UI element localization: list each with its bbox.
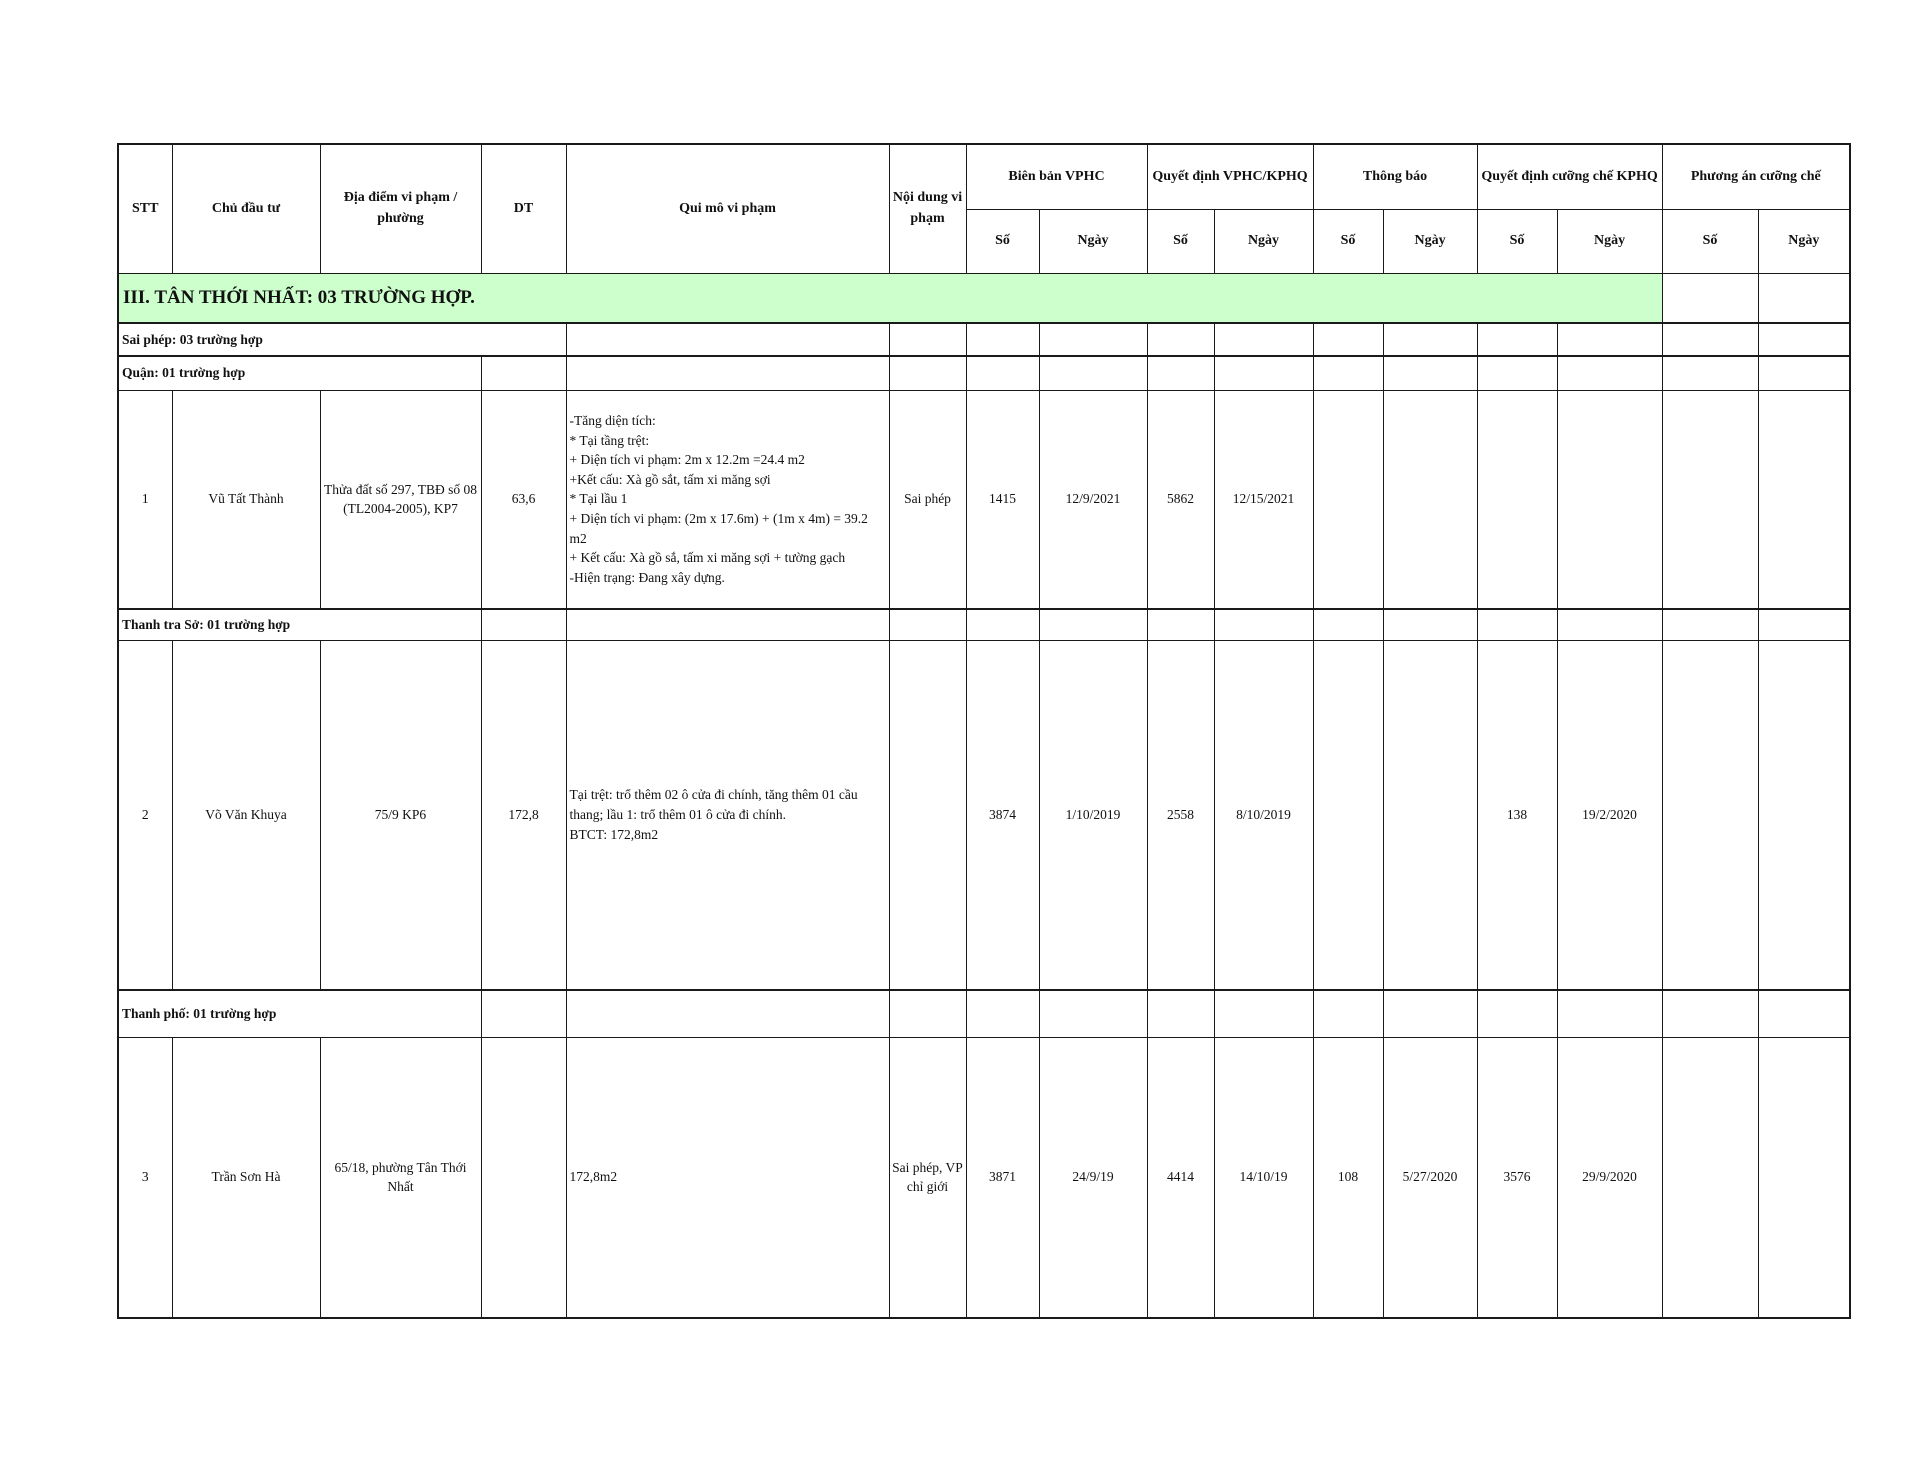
- row-bb-ngay: 1/10/2019: [1039, 640, 1147, 990]
- row-pa-ngay: [1758, 640, 1850, 990]
- section-row: [118, 273, 1850, 323]
- row-cc-so: 3576: [1477, 1037, 1557, 1318]
- row-qd-so: 2558: [1147, 640, 1214, 990]
- table-row: [118, 390, 1850, 609]
- row-dia-diem: 75/9 KP6: [320, 640, 481, 990]
- header-tb-ngay: Ngày: [1383, 209, 1477, 273]
- group-row-thanh-tra: [118, 609, 1850, 640]
- row-chu-dau-tu: Vũ Tất Thành: [172, 390, 320, 609]
- row-stt: 3: [118, 1037, 172, 1318]
- row-stt: 1: [118, 390, 172, 609]
- group-row-thanh-pho: [118, 990, 1850, 1037]
- row-bb-so: 3871: [966, 1037, 1039, 1318]
- row-dia-diem: Thửa đất số 297, TBĐ số 08 (TL2004-2005), KP7: [320, 390, 481, 609]
- row-bb-ngay: 12/9/2021: [1039, 390, 1147, 609]
- group-label-quan: Quận: 01 trường hợp: [118, 356, 481, 390]
- row-qd-so: 5862: [1147, 390, 1214, 609]
- row-tb-so: [1313, 390, 1383, 609]
- row-bb-so: 3874: [966, 640, 1039, 990]
- row-cc-ngay: 19/2/2020: [1557, 640, 1662, 990]
- row-chu-dau-tu: Võ Văn Khuya: [172, 640, 320, 990]
- header-qd-cuong-che: Quyết định cưỡng chế KPHQ: [1477, 144, 1662, 209]
- header-stt: STT: [118, 144, 172, 273]
- row-pa-so: [1662, 1037, 1758, 1318]
- row-qd-ngay: 8/10/2019: [1214, 640, 1313, 990]
- row-tb-so: 108: [1313, 1037, 1383, 1318]
- row-qui-mo: -Tăng diện tích: * Tại tầng trệt: + Diện tích vi phạm: 2m x 12.2m =24.4 m2 +Kết cấu: Xà gồ sắt, tấm xi măng sợi * Tại lầu 1 + Diện tích vi phạm: (2m x 17.6m) + (1m x 4m) = 39.2 m2 + Kết cấu: Xà gồ sắ, tấm xi măng sợi + tường gạch -Hiện trạng: Đang xây dựng.: [566, 390, 889, 609]
- row-pa-ngay: [1758, 1037, 1850, 1318]
- header-qd-ngay: Ngày: [1214, 209, 1313, 273]
- row-dt: 172,8: [481, 640, 566, 990]
- row-dia-diem: 65/18, phường Tân Thới Nhất: [320, 1037, 481, 1318]
- row-qui-mo: Tại trệt: trổ thêm 02 ô cửa đi chính, tăng thêm 01 cầu thang; lầu 1: trổ thêm 01 ô cửa đi chính. BTCT: 172,8m2: [566, 640, 889, 990]
- table-row: [118, 1037, 1850, 1318]
- row-noi-dung: [889, 640, 966, 990]
- header-chu-dau-tu: Chủ đầu tư: [172, 144, 320, 273]
- cell: [1662, 273, 1758, 323]
- header-dia-diem: Địa điểm vi phạm / phường: [320, 144, 481, 273]
- header-cc-so: Số: [1477, 209, 1557, 273]
- header-tb-so: Số: [1313, 209, 1383, 273]
- row-noi-dung: Sai phép, VP chỉ giới: [889, 1037, 966, 1318]
- header-noi-dung: Nội dung vi phạm: [889, 144, 966, 273]
- row-pa-ngay: [1758, 390, 1850, 609]
- section-title: III. TÂN THỚI NHẤT: 03 TRƯỜNG HỢP.: [118, 273, 1662, 323]
- header-bb-so: Số: [966, 209, 1039, 273]
- header-pa-so: Số: [1662, 209, 1758, 273]
- row-bb-so: 1415: [966, 390, 1039, 609]
- row-stt: 2: [118, 640, 172, 990]
- header-dt: DT: [481, 144, 566, 273]
- row-cc-so: 138: [1477, 640, 1557, 990]
- group-label-sai-phep: Sai phép: 03 trường hợp: [118, 323, 566, 356]
- header-cc-ngay: Ngày: [1557, 209, 1662, 273]
- header-qd-so: Số: [1147, 209, 1214, 273]
- header-quyet-dinh: Quyết định VPHC/KPHQ: [1147, 144, 1313, 209]
- row-qd-so: 4414: [1147, 1037, 1214, 1318]
- row-cc-ngay: [1557, 390, 1662, 609]
- row-chu-dau-tu: Trần Sơn Hà: [172, 1037, 320, 1318]
- violation-table: [117, 143, 1851, 1319]
- row-pa-so: [1662, 390, 1758, 609]
- header-qui-mo: Qui mô vi phạm: [566, 144, 889, 273]
- row-dt: 63,6: [481, 390, 566, 609]
- row-tb-ngay: [1383, 640, 1477, 990]
- row-cc-so: [1477, 390, 1557, 609]
- header-bien-ban: Biên bản VPHC: [966, 144, 1147, 209]
- row-dt: [481, 1037, 566, 1318]
- row-tb-ngay: [1383, 390, 1477, 609]
- row-qd-ngay: 14/10/19: [1214, 1037, 1313, 1318]
- cell: [1758, 273, 1850, 323]
- row-qd-ngay: 12/15/2021: [1214, 390, 1313, 609]
- header-bb-ngay: Ngày: [1039, 209, 1147, 273]
- group-label-thanh-pho: Thanh phố: 01 trường hợp: [118, 990, 481, 1037]
- row-noi-dung: Sai phép: [889, 390, 966, 609]
- violation-table-sheet: [117, 143, 1851, 1319]
- table-row: [118, 640, 1850, 990]
- group-label-thanh-tra: Thanh tra Sở: 01 trường hợp: [118, 609, 481, 640]
- header-pa-ngay: Ngày: [1758, 209, 1850, 273]
- header-row-1: [118, 144, 1850, 209]
- row-cc-ngay: 29/9/2020: [1557, 1037, 1662, 1318]
- group-row-quan: [118, 356, 1850, 390]
- header-thong-bao: Thông báo: [1313, 144, 1477, 209]
- row-qui-mo: 172,8m2: [566, 1037, 889, 1318]
- group-row-sai-phep: [118, 323, 1850, 356]
- row-bb-ngay: 24/9/19: [1039, 1037, 1147, 1318]
- row-tb-ngay: 5/27/2020: [1383, 1037, 1477, 1318]
- row-pa-so: [1662, 640, 1758, 990]
- header-phuong-an: Phương án cưỡng chế: [1662, 144, 1850, 209]
- row-tb-so: [1313, 640, 1383, 990]
